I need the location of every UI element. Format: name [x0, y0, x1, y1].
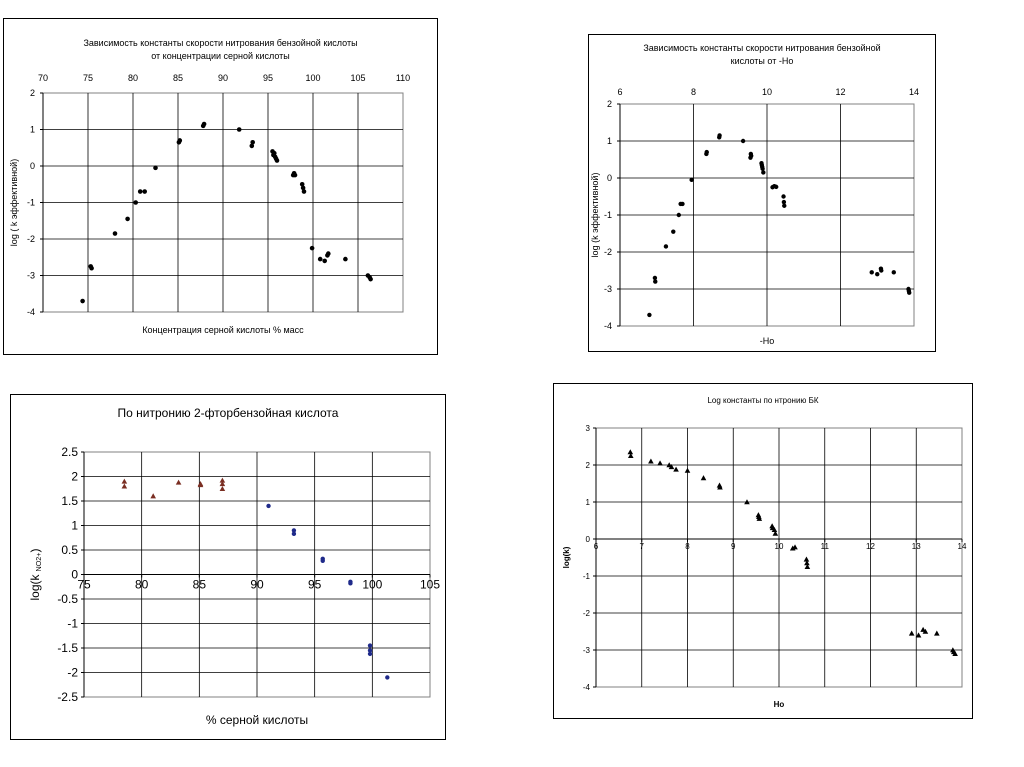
- y-tick-label: -2: [67, 665, 78, 680]
- data-point: [275, 158, 280, 163]
- x-tick-label: 100: [362, 577, 383, 592]
- y-tick-label: 0: [606, 173, 612, 184]
- x-axis-label: % серной кислоты: [205, 713, 309, 727]
- data-point: [781, 194, 785, 198]
- data-point: [310, 246, 315, 251]
- x-tick-label: 9: [731, 542, 736, 551]
- y-tick-label: 1: [29, 124, 35, 135]
- y-tick-label: 0: [585, 534, 590, 544]
- chart-title: Зависимость константы скорости нитрования бензойной: [643, 43, 881, 53]
- x-tick-label: 6: [617, 87, 623, 97]
- y-tick-label: 2: [585, 460, 590, 470]
- chart-2-svg: [588, 34, 936, 352]
- chart-title: По нитронию 2-фторбензойная кислота: [117, 406, 339, 420]
- x-tick-label: 12: [866, 542, 875, 551]
- y-tick-label: -2.5: [57, 690, 78, 705]
- x-tick-label: 14: [908, 87, 920, 97]
- data-point: [907, 291, 911, 295]
- chart-4-svg: [553, 383, 973, 719]
- x-tick-label: 95: [262, 73, 274, 83]
- chart-title: от концентрации серной кислоты: [151, 51, 290, 61]
- x-tick-label: 75: [82, 73, 94, 83]
- y-tick-label: 2: [71, 469, 78, 484]
- data-point: [741, 139, 745, 143]
- data-point: [879, 268, 883, 272]
- x-tick-label: 100: [305, 73, 321, 83]
- x-tick-label: 10: [761, 87, 773, 97]
- data-point: [680, 202, 684, 206]
- y-axis-label-text: log(k): [562, 546, 571, 569]
- data-point: [664, 244, 668, 248]
- y-tick-label: -1.5: [57, 641, 78, 656]
- data-point: [266, 504, 270, 508]
- y-tick-label: -2: [582, 608, 590, 618]
- chart-title: кислоты от -Ho: [730, 56, 794, 66]
- y-tick-label: -0.5: [57, 592, 78, 607]
- data-point: [348, 581, 352, 585]
- data-point: [138, 189, 143, 194]
- x-tick-label: 95: [307, 577, 322, 592]
- y-axis-label: [590, 173, 600, 258]
- x-axis-label: Концентрация серной кислоты % масс: [142, 325, 304, 335]
- data-point: [178, 138, 183, 143]
- chart-panel-1: [3, 18, 438, 355]
- data-point: [113, 231, 118, 236]
- y-tick-label: -1: [582, 571, 590, 581]
- x-tick-label: 110: [395, 73, 411, 83]
- data-point: [892, 270, 896, 274]
- y-tick-label: -1: [26, 197, 35, 208]
- y-tick-label: -2: [603, 247, 612, 258]
- chart-title: Log константы по нтронию БК: [707, 396, 819, 405]
- chart-border: [554, 384, 973, 719]
- data-point: [125, 217, 130, 222]
- y-tick-label: 1.5: [61, 494, 78, 509]
- data-point: [647, 313, 651, 317]
- data-point: [302, 189, 307, 194]
- data-point: [677, 213, 681, 217]
- data-point: [237, 127, 242, 132]
- data-point: [142, 189, 147, 194]
- data-point: [321, 559, 325, 563]
- y-tick-label: -4: [26, 307, 35, 318]
- y-tick-label: -3: [582, 645, 590, 655]
- y-axis-label: [9, 159, 19, 246]
- x-tick-label: 11: [820, 542, 829, 551]
- data-point: [250, 140, 255, 145]
- y-axis-label-text: log ( k эффективной): [9, 158, 19, 247]
- y-tick-label: -2: [26, 234, 35, 245]
- y-tick-label: -1: [67, 616, 78, 631]
- chart-border: [589, 35, 936, 352]
- data-point: [343, 257, 348, 262]
- x-tick-label: 85: [192, 577, 207, 592]
- x-tick-label: 13: [911, 542, 921, 551]
- y-tick-label: -3: [603, 284, 612, 295]
- data-point: [761, 170, 765, 174]
- x-tick-label: 90: [250, 577, 264, 592]
- data-point: [292, 532, 296, 536]
- x-tick-label: 90: [217, 73, 229, 83]
- data-point: [80, 299, 85, 304]
- x-tick-label: 105: [350, 73, 366, 83]
- data-point: [318, 257, 323, 262]
- y-axis-label-text: log(k: [28, 574, 42, 601]
- y-tick-label: 0: [71, 567, 78, 582]
- data-point: [875, 272, 879, 276]
- data-point: [774, 185, 778, 189]
- data-point: [870, 270, 874, 274]
- data-point: [705, 150, 709, 154]
- data-point: [760, 167, 764, 171]
- x-tick-label: 8: [690, 87, 697, 97]
- x-tick-label: 12: [835, 87, 846, 97]
- y-axis-label-end: ): [28, 548, 42, 553]
- data-point: [782, 204, 786, 208]
- y-axis-label-subscript: NO2+: [34, 552, 43, 572]
- y-tick-label: -3: [26, 270, 35, 281]
- chart-border: [4, 19, 438, 355]
- y-tick-label: 1: [71, 518, 78, 533]
- x-tick-label: 105: [419, 577, 441, 592]
- x-tick-label: 80: [127, 73, 139, 83]
- data-point: [133, 200, 138, 205]
- x-tick-label: 80: [134, 577, 149, 592]
- data-point: [368, 643, 372, 647]
- data-point: [689, 178, 693, 182]
- x-tick-label: 7: [639, 542, 644, 551]
- chart-3-svg: [10, 394, 446, 740]
- x-axis-label: Ho: [773, 700, 785, 709]
- x-tick-label: 14: [957, 542, 967, 551]
- data-point: [153, 166, 158, 171]
- data-point: [671, 229, 675, 233]
- data-point: [293, 173, 298, 178]
- y-tick-label: 3: [585, 423, 590, 433]
- data-point: [326, 251, 331, 256]
- data-point: [89, 266, 94, 271]
- data-point: [385, 675, 389, 679]
- data-point: [717, 133, 721, 137]
- chart-panel-4: [553, 383, 973, 719]
- chart-1-svg: [3, 18, 438, 355]
- y-tick-label: -1: [603, 210, 612, 221]
- y-tick-label: 2: [29, 88, 35, 99]
- data-point: [368, 277, 373, 282]
- x-tick-label: 75: [77, 577, 91, 592]
- x-tick-label: 8: [685, 542, 690, 551]
- y-tick-label: 0: [29, 161, 35, 172]
- y-tick-label: 2.5: [61, 445, 78, 460]
- data-point: [749, 154, 753, 158]
- data-point: [322, 259, 327, 264]
- x-tick-label: 70: [37, 73, 49, 83]
- y-tick-label: -4: [582, 682, 590, 692]
- y-tick-label: 0.5: [61, 543, 78, 558]
- chart-title: Зависимость константы скорости нитрования бензойной кислоты: [83, 38, 358, 48]
- chart-panel-3: [10, 394, 446, 740]
- y-tick-label: 1: [606, 136, 612, 147]
- y-tick-label: 1: [585, 497, 590, 507]
- data-point: [653, 279, 657, 283]
- y-tick-label: 2: [606, 99, 612, 110]
- x-axis-label: -Ho: [759, 336, 775, 346]
- x-tick-label: 85: [172, 73, 184, 83]
- y-axis-label: [562, 546, 571, 568]
- y-axis-label-text: log (k эффективной): [590, 172, 600, 258]
- x-tick-label: 6: [593, 542, 599, 551]
- x-tick-label: 10: [774, 542, 784, 551]
- y-tick-label: -4: [603, 321, 612, 332]
- data-point: [202, 122, 207, 127]
- chart-panel-2: [588, 34, 936, 352]
- data-point: [368, 652, 372, 656]
